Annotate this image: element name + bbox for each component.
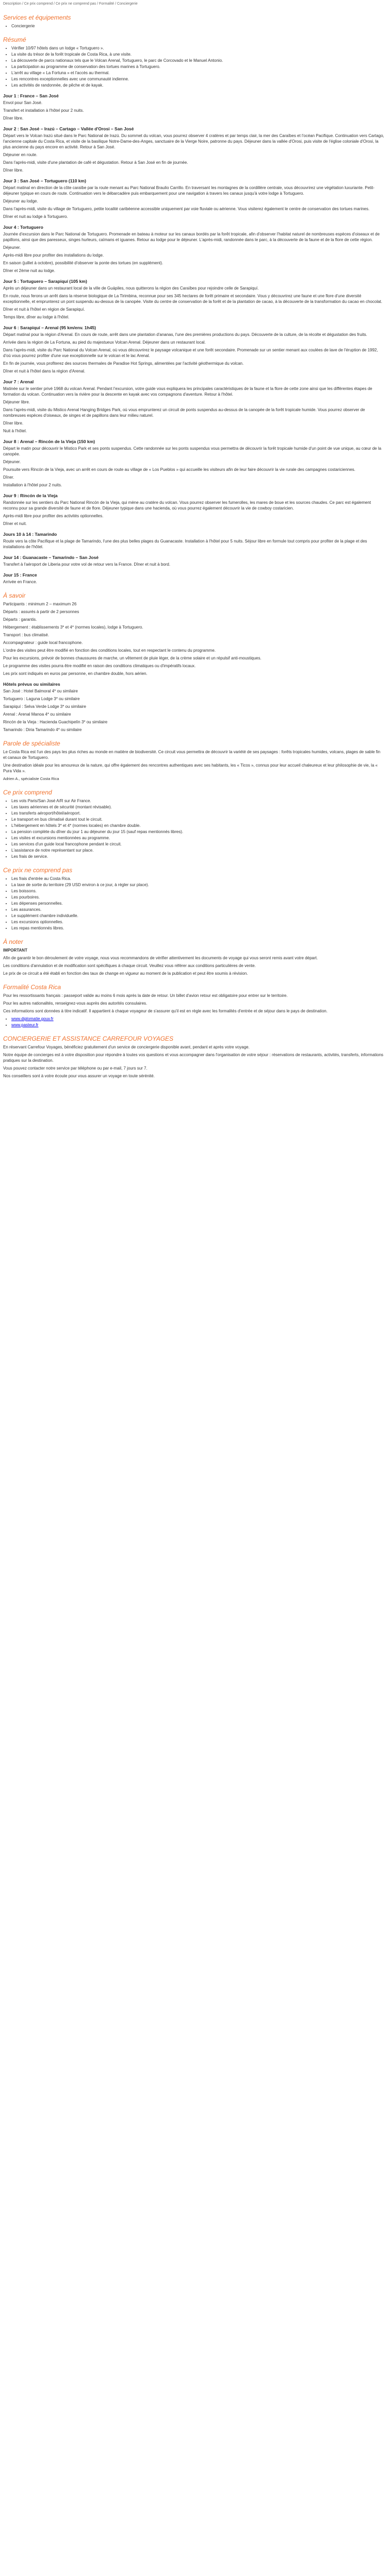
paragraph: Après un déjeuner dans un restaurant local de la ville de Guápiles, nous quitterons la région des Caraïbes pour rejoindre celle de Sarapiquí.: [3, 286, 259, 291]
paragraph: Dîner et nuit au lodge à Tortuguero.: [3, 214, 68, 219]
list-item: [11, 1016, 385, 1022]
list-item: • La découverte de parcs nationaux tels que le Volcan Arenal, Tortuguero, le parc de Corcovado et le Manuel Antonio.: [11, 58, 385, 63]
day-title: Jour 6 : Sarapiquí – Arenal (95 km/env. 1h45): [3, 325, 96, 330]
noter-title: À noter: [3, 938, 23, 945]
services-list: [3, 23, 385, 29]
parole-title: Parole de spécialiste: [3, 740, 60, 747]
resume-list: [3, 45, 385, 88]
paragraph: Dans l'après-midi, visite du village de Tortuguero, petite localité caribéenne accessible uniquement par voie fluviale ou aérienne. Vous visiterez également le centre de conservation des tortues marines.: [3, 207, 370, 211]
paragraph: Dîner et 2ème nuit au lodge.: [3, 268, 55, 273]
breadcrumb-comprend[interactable]: Ce prix comprend: [24, 2, 53, 6]
day-title: Jour 4 : Tortuguero: [3, 225, 43, 230]
paragraph: Pour les excursions, prévoir de bonnes chaussures de marche, un vêtement de pluie léger, de la crème solaire et un répulsif anti-moustiques.: [3, 656, 262, 660]
day-title: Jours 10 à 14 : Tamarindo: [3, 532, 57, 537]
formalite-link-pasteur[interactable]: www.pasteur.fr: [11, 1023, 39, 1027]
services-title: Services et équipements: [3, 14, 71, 21]
list-item: • Les taxes aériennes et de sécurité (montant révisable).: [11, 804, 385, 810]
paragraph: Journée d'excursion dans le Parc National de Tortuguero. Promenade en bateau à moteur sur les canaux bordés par la forêt tropicale, afin d'observer l'habitat naturel de nombreuses espèces d'oiseaux et de papillons, ainsi que des paresseux, singes hurleurs, caïmans et iguanes. Retour au lodge pour le déjeuner. L'après-midi, randonnée dans le parc, à la découverte de la faune et de la flore de cette région.: [3, 232, 380, 242]
list-item: • Les assurances.: [11, 907, 385, 912]
list-item: • Les transferts aéroport/hôtel/aéroport.: [11, 810, 385, 816]
day-block: [3, 532, 385, 550]
paragraph: Déjeuner libre.: [3, 400, 30, 404]
page: [0, 0, 388, 1086]
list-item: • Les frais d'entrée au Costa Rica.: [11, 876, 385, 882]
formalite-title: Formalité Costa Rica: [3, 984, 61, 991]
list-item: • Les dépenses personnelles.: [11, 901, 385, 906]
paragraph: Déjeuner au lodge.: [3, 199, 38, 204]
paragraph: Dîner et nuit à l'hôtel en région de Sarapiquí.: [3, 307, 85, 312]
list-item: • Les visites et excursions mentionnées au programme.: [11, 835, 385, 841]
paragraph: Nuit à l'hôtel.: [3, 429, 27, 433]
paragraph: Ces informations sont données à titre indicatif. Il appartient à chaque voyageur de s'assurer qu'il est en règle avec les formalités d'entrée et de séjour dans le pays de destination.: [3, 1009, 328, 1013]
comprend-list: [3, 798, 385, 859]
list-item: • Les frais de service.: [11, 854, 385, 859]
list-item: • La pension complète du dîner du jour 1 au déjeuner du jour 15 (sauf repas mentionnés libres).: [11, 829, 385, 835]
day-block: [3, 555, 385, 567]
ne-comprend-list: [3, 876, 385, 931]
paragraph: Participants : minimum 2 – maximum 26: [3, 602, 77, 606]
paragraph: Après-midi libre pour profiter des installations du lodge.: [3, 253, 104, 258]
list-item: [11, 1022, 385, 1028]
day-block: [3, 379, 385, 434]
day-block: [3, 279, 385, 320]
paragraph: Déjeuner.: [3, 460, 21, 464]
list-item: • Les repas mentionnés libres.: [11, 925, 385, 931]
list-item: • Vérifier 10/97 hôtels dans un lodge « Tortuguero ».: [11, 45, 385, 51]
paragraph: Dîner libre.: [3, 168, 24, 173]
paragraph: Déjeuner en route.: [3, 152, 38, 157]
hotels-section: [3, 688, 385, 733]
list-item: • Les vols Paris/San José A/R sur Air France.: [11, 798, 385, 804]
paragraph: L'ordre des visites peut être modifié en fonction des conditions locales, tout en respectant le contenu du programme.: [3, 648, 216, 653]
day-block: [3, 572, 385, 585]
paragraph: Rincón de la Vieja : Hacienda Guachipelín 3* ou similaire: [3, 720, 108, 724]
paragraph: Arrivée en France.: [3, 580, 37, 584]
list-item: • Les rencontres exceptionnelles avec une communauté indienne.: [11, 76, 385, 82]
paragraph: Tortuguero : Laguna Lodge 3* ou similaire: [3, 697, 80, 701]
paragraph: Sarapiquí : Selva Verde Lodge 3* ou similaire: [3, 704, 86, 709]
paragraph: Notre équipe de concierges est à votre disposition pour répondre à toutes vos questions et vous accompagner dans l'organisation de votre séjour : réservations de restaurants, activités, transferts, informations pratiques sur la destination.: [3, 1053, 384, 1063]
paragraph: En route, nous ferons un arrêt dans la réserve biologique de La Tirimbina, reconnue pour ses 345 hectares de forêt primaire et secondaire. Vous y découvrirez une faune et une flore d'une diversité exceptionnelle, et emprunterez un pont suspendu au-dessus de la canopée. Visite du centre de conservation de la forêt et de la plantation de cacao, à la découverte de la transformation du cacao en chocolat.: [3, 294, 382, 304]
paragraph: Départ matinal pour la région d'Arenal. En cours de route, arrêt dans une plantation d'ananas, l'une des premières productions du pays. Découverte de la culture, de la récolte et dégustation des fruits.: [3, 332, 367, 337]
ne-comprend-title: Ce prix ne comprend pas: [3, 867, 73, 874]
parole-signature: Adrien A., spécialiste Costa Rica: [3, 776, 59, 781]
paragraph: Dîner.: [3, 475, 14, 480]
noter-heading: IMPORTANT: [3, 948, 27, 953]
day-block: [3, 126, 385, 173]
day-title: Jour 3 : San José – Tortuguero (110 km): [3, 178, 86, 183]
list-item: • Conciergerie: [11, 23, 385, 29]
paragraph: Déjeuner.: [3, 245, 21, 250]
day-title: Jour 8 : Arenal – Rincón de la Vieja (150 km): [3, 439, 95, 444]
list-item: • Les services d'un guide local francophone pendant le circuit.: [11, 841, 385, 847]
paragraph: Nos conseillers sont à votre écoute pour vous assurer un voyage en toute sérénité.: [3, 1074, 155, 1078]
paragraph: Installation à l'hôtel pour 2 nuits.: [3, 483, 62, 487]
day-block: [3, 225, 385, 274]
day-title: Jour 2 : San José – Irazú – Cartago – Vallée d'Orosi – San José: [3, 126, 134, 131]
formalite-links: [3, 1016, 385, 1028]
conciergerie-title: CONCIERGERIE ET ASSISTANCE CARREFOUR VOYAGES: [3, 1035, 174, 1042]
paragraph: Le prix de ce circuit a été établi en fonction des taux de change en vigueur au moment de la publication et peut être soumis à révision.: [3, 971, 248, 976]
formalite-section: [3, 993, 385, 1014]
conciergerie-section: [3, 1044, 385, 1079]
paragraph: Départs : garantis.: [3, 617, 37, 622]
paragraph: Dîner libre.: [3, 421, 24, 426]
paragraph: Après-midi libre pour profiter des activités optionnelles.: [3, 514, 104, 518]
paragraph: Tamarindo : Diria Tamarindo 4* ou similaire: [3, 727, 82, 732]
paragraph: Départ le matin pour découvrir le Mistico Park et ses ponts suspendus. Cette randonnée sur les ponts suspendus vous permettra de découvrir la forêt tropicale humide d'un point de vue unique, au cœur de la canopée.: [3, 446, 382, 456]
list-item: • La visite du trésor de la forêt tropicale de Costa Rica, à une visite.: [11, 52, 385, 57]
day-block: [3, 493, 385, 527]
hotels-title: Hôtels prévus ou similaires: [3, 682, 60, 687]
parole-section: [3, 749, 385, 774]
noter-section: [3, 955, 385, 976]
breadcrumb-description[interactable]: Description: [3, 2, 22, 6]
savoir-section: [3, 601, 385, 676]
paragraph: Matinée sur le sentier privé 1968 du volcan Arenal. Pendant l'excursion, votre guide vous expliquera les principales caractéristiques de la faune et la flore de cette zone ainsi que les différentes étapes de formation du volcan. Continuation vers la rivière pour la descente en kayak avec vos compagnons d'aventure. Retour à l'hôtel.: [3, 386, 372, 397]
day-title: Jour 14 : Guanacaste – Tamarindo – San José: [3, 555, 99, 560]
day-title: Jour 15 : France: [3, 572, 37, 578]
paragraph: Transfert à l'aéroport de Liberia pour votre vol de retour vers la France. Dîner et nuit à bord.: [3, 562, 171, 567]
day-title: Jour 7 : Arenal: [3, 379, 34, 384]
list-item: • Les activités de randonnée, de pêche et de kayak.: [11, 82, 385, 88]
list-item: • L'assistance de notre représentant sur place.: [11, 848, 385, 853]
paragraph: Transport : bus climatisé.: [3, 633, 50, 637]
paragraph: En fin de journée, vous profiterez des sources thermales de Paradise Hot Springs, alimentées par l'activité géothermique du volcan.: [3, 361, 244, 366]
paragraph: Le programme des visites pourra être modifié en raison des conditions climatiques ou d'impératifs locaux.: [3, 664, 196, 668]
list-item: • Les excursions optionnelles.: [11, 919, 385, 925]
day-title: Jour 9 : Rincón de la Vieja: [3, 493, 58, 498]
paragraph: Poursuite vers Rincón de la Vieja, avec un arrêt en cours de route au village de « Los Pueblos » qui accueille les visiteurs afin de leur faire découvrir la vie rurale des campagnes costariciennes.: [3, 467, 355, 472]
paragraph: Dîner et nuit à l'hôtel dans la région d'Arenal.: [3, 369, 86, 374]
list-item: • La participation au programme de conservation des tortues marines à Tortuguero.: [11, 64, 385, 70]
paragraph: Transfert et installation à l'hôtel pour 2 nuits.: [3, 108, 84, 113]
paragraph: Dîner libre.: [3, 116, 24, 121]
list-item: • Les pourboires.: [11, 894, 385, 900]
list-item: • L'arrêt au village « La Fortuna » et l'accès au thermal.: [11, 70, 385, 76]
day-block: [3, 439, 385, 488]
paragraph: Dans l'après-midi, visite du Parc National du Volcan Arenal, où vous découvrirez le paysage volcanique et une forêt secondaire. Promenade sur un sentier menant aux coulées de lave de l'éruption de 1992, d'où vous pourrez profiter d'une vue exceptionnelle sur le volcan et le lac Arenal.: [3, 348, 378, 358]
formalite-link-diplomatie[interactable]: www.diplomatie.gouv.fr: [11, 1016, 54, 1021]
paragraph: Pour les ressortissants français : passeport valide au moins 6 mois après la date de retour. Un billet d'avion retour est obligatoire pour entrer sur le territoire.: [3, 993, 288, 998]
day-block: [3, 93, 385, 121]
list-item: • L'hébergement en hôtels 3* et 4* (normes locales) en chambre double.: [11, 823, 385, 828]
paragraph: Accompagnateur : guide local francophone.: [3, 640, 83, 645]
breadcrumb-conciergerie[interactable]: Conciergerie: [117, 2, 138, 6]
paragraph: Vous pouvez contacter notre service par téléphone ou par e-mail, 7 jours sur 7.: [3, 1066, 148, 1071]
day-title: Jour 5 : Tortuguero – Sarapiquí (105 km): [3, 279, 87, 284]
paragraph: Les conditions d'annulation et de modification sont spécifiques à chaque circuit. Veuillez vous référer aux conditions particulières de vente.: [3, 963, 256, 968]
paragraph: Dans l'après-midi, visite du Mistico Arenal Hanging Bridges Park, où vous emprunterez un circuit de ponts suspendus au-dessus de la canopée de la forêt tropicale humide. Vous pourrez observer de nombreuses espèces d'oiseaux, de singes et de papillons dans leur milieu naturel.: [3, 408, 365, 418]
list-item: • Les boissons.: [11, 888, 385, 894]
breadcrumb: Description / Ce prix comprend / Ce prix ne comprend pas / Formalité / Conciergerie: [3, 2, 138, 6]
paragraph: San José : Hotel Balmoral 4* ou similaire: [3, 689, 78, 693]
paragraph: Pour les autres nationalités, renseignez-vous auprès des autorités consulaires.: [3, 1001, 148, 1006]
paragraph: Temps libre, dîner au lodge à l'hôtel.: [3, 315, 70, 319]
paragraph: Le Costa Rica est l'un des pays les plus riches au monde en matière de biodiversité. Ce circuit vous permettra de découvrir la variété de ses paysages : forêts tropicales humides, volcans, plages de sable fin et canaux de Tortuguero.: [3, 750, 381, 760]
list-item: • La taxe de sortie du territoire (29 USD environ à ce jour, à régler sur place).: [11, 882, 385, 888]
paragraph: Arrivée dans la région de La Fortuna, au pied du majestueux Volcan Arenal. Déjeuner dans un restaurant local.: [3, 340, 206, 345]
paragraph: Départ vers le Volcan Irazú situé dans le Parc National de Irazú. Du sommet du volcan, vous pourrez observer 4 cratères et par temps clair, la mer des Caraïbes et l'océan Pacifique. Continuation vers Cartago, l'ancienne capitale du Costa Rica, et visite de la basilique Notre-Dame-des-Anges, sanctuaire de la Vierge Noire, patronne du pays. Déjeuner dans la vallée d'Orosi, puis visite de l'église coloniale d'Orosi, la plus ancienne du pays encore en activité. Retour à San José.: [3, 133, 384, 149]
breadcrumb-ne-comprend[interactable]: Ce prix ne comprend pas: [55, 2, 96, 6]
comprend-title: Ce prix comprend: [3, 789, 52, 796]
itinerary: [3, 93, 385, 585]
paragraph: Dans l'après-midi, visite d'une plantation de café et dégustation. Retour à San José en fin de journée.: [3, 160, 188, 165]
paragraph: Dîner et nuit.: [3, 521, 27, 526]
paragraph: Une destination idéale pour les amoureux de la nature, qui offre également des rencontres authentiques avec ses habitants, les « Ticos », connus pour leur accueil chaleureux et leur philosophie de vie, la « Pura Vida ».: [3, 763, 378, 773]
paragraph: Départs : assurés à partir de 2 personnes: [3, 609, 79, 614]
day-title: Jour 1 : France – San José: [3, 93, 59, 98]
paragraph: Envol pour San José.: [3, 100, 43, 105]
paragraph: Afin de garantir le bon déroulement de votre voyage, nous vous recommandons de vérifier attentivement les documents de voyage qui vous seront remis avant votre départ.: [3, 956, 318, 960]
list-item: • Le supplément chambre individuelle.: [11, 913, 385, 919]
paragraph: Randonnée sur les sentiers du Parc National Rincón de la Vieja, qui mène au cratère du volcan. Vous pourrez observer les fumerolles, les mares de boue et les sources chaudes. Ce parc est également reconnu pour sa grande diversité de faune et de flore. Déjeuner typique dans une hacienda, où vous pourrez également découvrir la vie de cowboy costaricien.: [3, 500, 371, 511]
paragraph: Route vers la côte Pacifique et la plage de Tamarindo, l'une des plus belles plages du Guanacaste. Installation à l'hôtel pour 5 nuits. Séjour libre en formule tout compris pour profiter de la plage et des installations de l'hôtel.: [3, 539, 367, 549]
paragraph: Les prix sont indiqués en euros par personne, en chambre double, hors aérien.: [3, 671, 148, 676]
paragraph: En saison (juillet à octobre), possibilité d'observer la ponte des tortues (en supplément).: [3, 261, 164, 265]
paragraph: Arenal : Arenal Manoa 4* ou similaire: [3, 712, 71, 717]
day-block: [3, 178, 385, 219]
paragraph: En réservant Carrefour Voyages, bénéficiez gratuitement d'un service de conciergerie disponible avant, pendant et après votre voyage.: [3, 1045, 250, 1049]
day-block: [3, 325, 385, 374]
paragraph: Hébergement : établissements 3* et 4* (normes locales), lodge à Tortuguero.: [3, 625, 143, 630]
breadcrumb-formalite[interactable]: Formalité: [99, 2, 115, 6]
list-item: • Le transport en bus climatisé durant tout le circuit.: [11, 817, 385, 822]
resume-title: Résumé: [3, 36, 26, 43]
savoir-title: À savoir: [3, 592, 26, 599]
paragraph: Départ matinal en direction de la côte caraïbe par la route menant au Parc National Braulio Carrillo. En traversant les montagnes de la cordillère centrale, vous découvrirez une végétation luxuriante. Petit-déjeuner typique en cours de route. Continuation vers le débarcadère puis embarquement pour une navigation à travers les canaux jusqu'à votre lodge à Tortuguero.: [3, 185, 374, 196]
